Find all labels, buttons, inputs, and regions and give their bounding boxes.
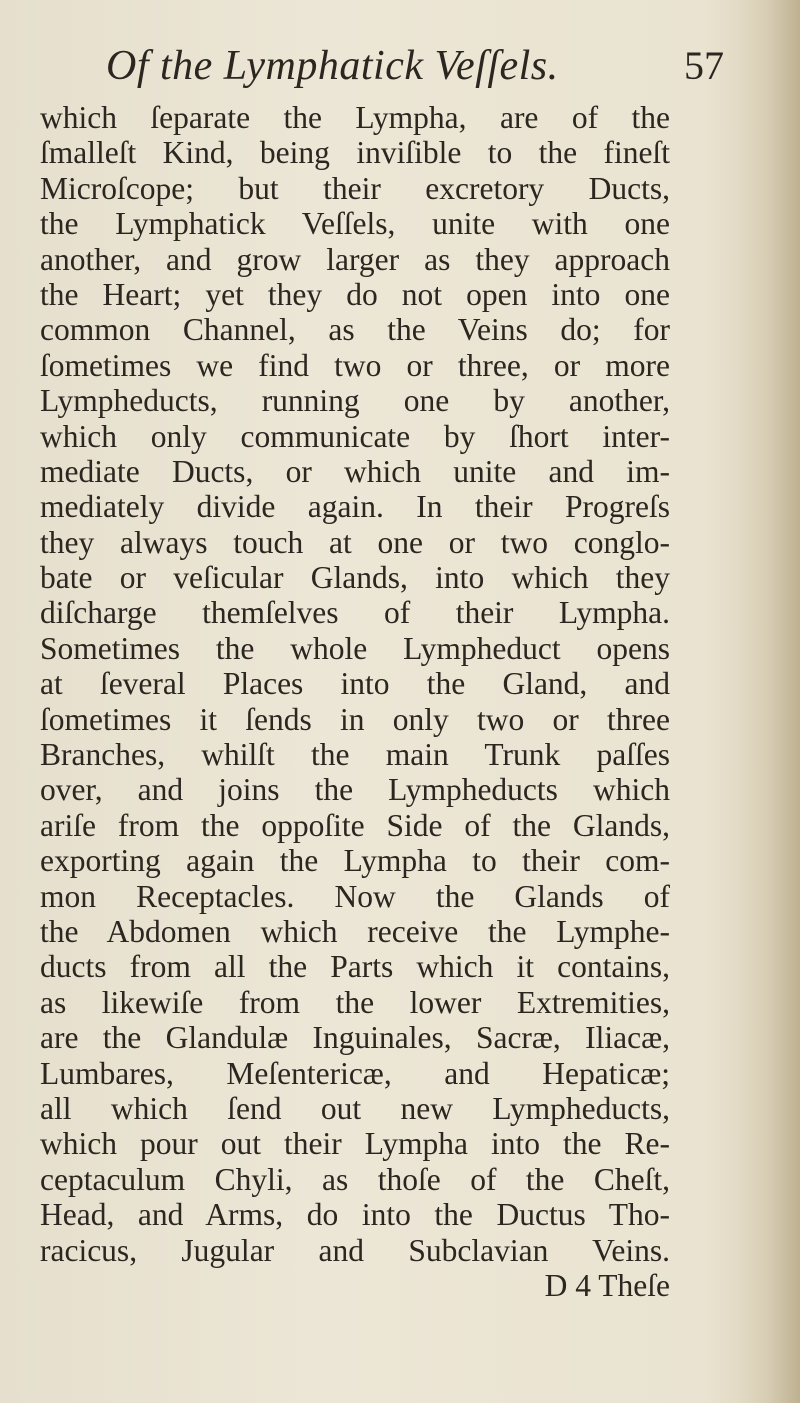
- text-line: ſometimes we find two or three, or more: [40, 347, 670, 383]
- text-line: all which ſend out new Lympheducts,: [40, 1090, 670, 1126]
- text-line: mediate Ducts, or which unite and im-: [40, 453, 670, 489]
- text-line: the Lymphatick Veſſels, unite with one: [40, 206, 670, 242]
- text-line: as likewiſe from the lower Extremities,: [40, 984, 670, 1020]
- page-edge-shadow: [740, 0, 800, 1403]
- text-line: which only communicate by ſhort inter-: [40, 418, 670, 454]
- text-line: bate or veſicular Glands, into which they: [40, 560, 670, 596]
- text-line: another, and grow larger as they approach: [40, 241, 670, 277]
- body-text: [40, 100, 670, 1303]
- text-line: Branches, whilſt the main Trunk paſſes: [40, 737, 670, 773]
- text-line: Head, and Arms, do into the Ductus Tho-: [40, 1197, 670, 1233]
- text-line: the Abdomen which receive the Lymphe-: [40, 913, 670, 949]
- text-line: diſcharge themſelves of their Lympha.: [40, 595, 670, 631]
- text-line: ſmalleſt Kind, being inviſible to the fineſt: [40, 135, 670, 171]
- text-line: which pour out their Lympha into the Re-: [40, 1126, 670, 1162]
- text-line: Sometimes the whole Lympheduct opens: [40, 630, 670, 666]
- page-number: 57: [684, 43, 724, 88]
- text-line: Lympheducts, running one by another,: [40, 383, 670, 419]
- text-line: Lumbares, Meſentericæ, and Hepaticæ;: [40, 1055, 670, 1091]
- running-title: Of the Lymphatick Veſſels.: [106, 43, 559, 89]
- text-line: exporting again the Lympha to their com-: [40, 843, 670, 879]
- text-line: mon Receptacles. Now the Glands of: [40, 878, 670, 914]
- text-line: ariſe from the oppoſite Side of the Glands,: [40, 807, 670, 843]
- text-line: mediately divide again. In their Progreſs: [40, 489, 670, 525]
- text-line: Microſcope; but their excretory Ducts,: [40, 170, 670, 206]
- text-line: ceptaculum Chyli, as thoſe of the Cheſt,: [40, 1161, 670, 1197]
- text-line: at ſeveral Places into the Gland, and: [40, 666, 670, 702]
- text-line: over, and joins the Lympheducts which: [40, 772, 670, 808]
- text-line: the Heart; yet they do not open into one: [40, 276, 670, 312]
- text-line: which ſeparate the Lympha, are of the: [40, 100, 670, 135]
- text-line: common Channel, as the Veins do; for: [40, 312, 670, 348]
- text-line: racicus, Jugular and Subclavian Veins.: [40, 1232, 670, 1268]
- text-line: they always touch at one or two conglo-: [40, 524, 670, 560]
- running-head: [60, 40, 660, 92]
- text-line: are the Glandulæ Inguinales, Sacræ, Iliacæ,: [40, 1020, 670, 1056]
- text-line: ſometimes it ſends in only two or three: [40, 701, 670, 737]
- text-line: ducts from all the Parts which it contains,: [40, 949, 670, 985]
- signature-catchword-line: D 4 Theſe: [544, 1267, 670, 1303]
